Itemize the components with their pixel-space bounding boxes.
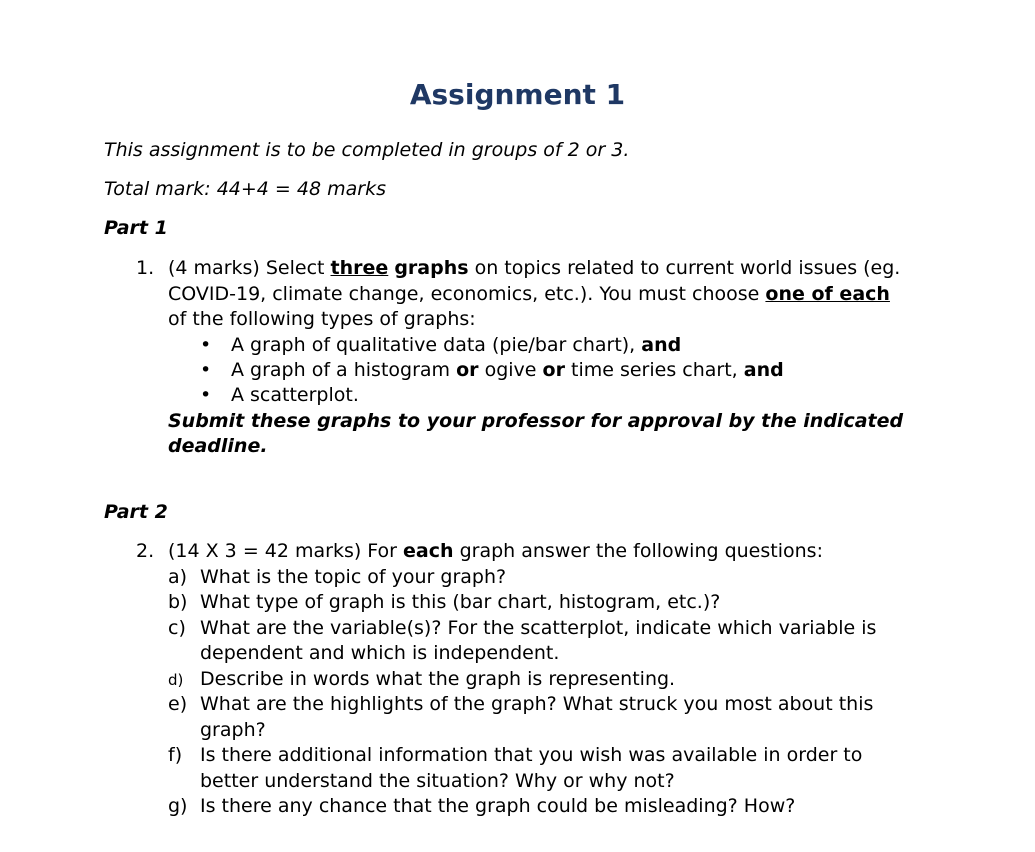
q2-item-text: What are the highlights of the graph? What struck you most about this: [200, 693, 874, 715]
q1-line-1: (4 marks) Select three graphs on topics related to current world issues (eg.: [168, 257, 901, 279]
q2-item-text: Is there additional information that you wish was available in order to: [200, 744, 863, 766]
intro-text: This assignment is to be completed in groups of 2 or 3.: [104, 139, 630, 161]
q2-item-label: a): [168, 566, 188, 588]
q1-submit-line-1: Submit these graphs to your professor for approval by the indicated: [168, 410, 904, 432]
q2-item-label: d): [168, 671, 184, 689]
q2-item-label: e): [168, 693, 188, 715]
page-title: Assignment 1: [409, 78, 626, 111]
q1-bullet-3: A scatterplot.: [231, 384, 359, 406]
q1-bullet-2: A graph of a histogram or ogive or time series chart, and: [231, 359, 784, 381]
q2-line-1: (14 X 3 = 42 marks) For each graph answer the following questions:: [168, 540, 823, 562]
q2-item-text: What type of graph is this (bar chart, histogram, etc.)?: [200, 591, 721, 613]
q1-submit-line-2: deadline.: [168, 435, 268, 457]
q2-number: 2.: [136, 540, 155, 562]
q2-item-text: Is there any chance that the graph could be misleading? How?: [200, 795, 796, 817]
q2-item-text: What is the topic of your graph?: [200, 566, 507, 588]
part1-heading: Part 1: [104, 217, 168, 239]
total-mark-text: Total mark: 44+4 = 48 marks: [104, 178, 386, 200]
q2-item-label: g): [168, 795, 188, 817]
q2-item-text: better understand the situation? Why or why not?: [200, 770, 675, 792]
q2-item-text: Describe in words what the graph is representing.: [200, 668, 676, 690]
q2-item-label: f): [168, 744, 183, 766]
q2-item-label: b): [168, 591, 188, 613]
part2-heading: Part 2: [104, 501, 168, 523]
bullet-icon: •: [200, 359, 212, 381]
q1-line-3: of the following types of graphs:: [168, 308, 476, 330]
q1-bullet-1: A graph of qualitative data (pie/bar chart), and: [231, 334, 682, 356]
bullet-icon: •: [200, 334, 212, 356]
q2-item-text: What are the variable(s)? For the scatterplot, indicate which variable is: [200, 617, 877, 639]
q1-line-2: COVID-19, climate change, economics, etc.). You must choose one of each: [168, 283, 890, 305]
bullet-icon: •: [200, 384, 212, 406]
q1-number: 1.: [136, 257, 155, 279]
q2-item-text: graph?: [200, 719, 266, 741]
q2-item-text: dependent and which is independent.: [200, 642, 560, 664]
q2-item-label: c): [168, 617, 186, 639]
